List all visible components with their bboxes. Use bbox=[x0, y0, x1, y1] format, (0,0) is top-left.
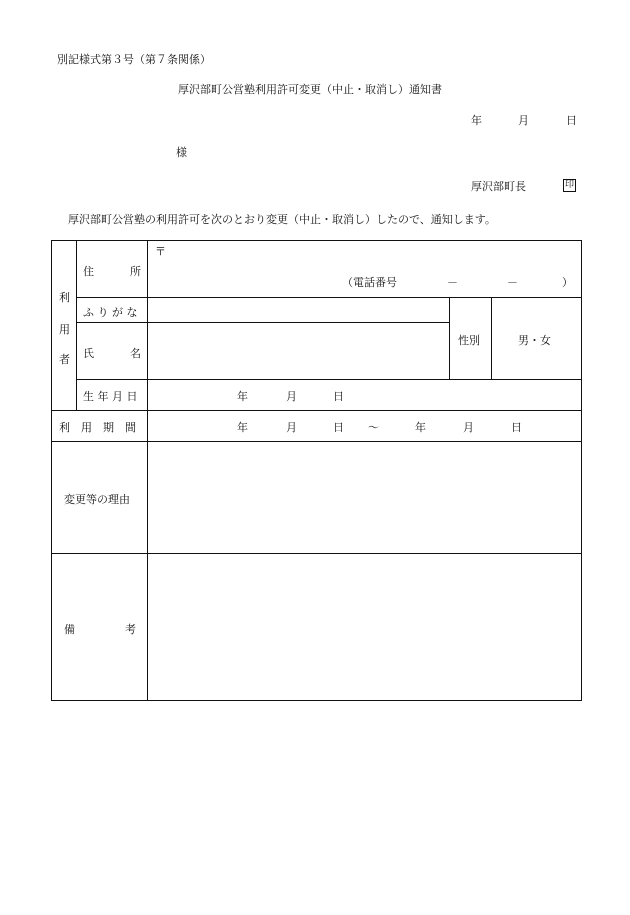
phone-close: ） bbox=[562, 276, 573, 289]
period-end-month: 月 bbox=[463, 421, 474, 434]
postal-mark: 〒 bbox=[155, 245, 166, 258]
birthdate-label: 生 年 月 日 bbox=[83, 390, 138, 403]
sender-title: 厚沢部町長 bbox=[471, 180, 526, 193]
gender-value: 男・女 bbox=[518, 334, 551, 347]
user-group-char-3: 者 bbox=[59, 353, 70, 366]
period-start-month: 月 bbox=[286, 421, 297, 434]
column-divider bbox=[76, 241, 77, 410]
user-group-char-1: 利 bbox=[59, 291, 70, 304]
period-start-day: 日 bbox=[333, 421, 344, 434]
date-month-label: 月 bbox=[518, 114, 529, 127]
column-divider bbox=[449, 297, 450, 379]
phone-dash-1: － bbox=[447, 276, 458, 289]
name-label-char-1: 氏 bbox=[83, 347, 94, 360]
document-title: 厚沢部町公営塾利用許可変更（中止・取消し）通知書 bbox=[178, 83, 442, 96]
row-divider bbox=[52, 553, 581, 554]
birth-day-label: 日 bbox=[333, 390, 344, 403]
seal-icon: 印 bbox=[564, 180, 574, 190]
form-number: 別記様式第３号（第７条関係） bbox=[57, 53, 211, 66]
column-divider bbox=[491, 297, 492, 379]
row-divider bbox=[52, 410, 581, 411]
seal-mark bbox=[563, 177, 576, 192]
row-divider bbox=[76, 322, 450, 323]
row-divider bbox=[76, 379, 581, 380]
row-divider bbox=[76, 297, 581, 298]
intro-text: 厚沢部町公営塾の利用許可を次のとおり変更（中止・取消し）したので、通知します。 bbox=[68, 213, 496, 226]
row-divider bbox=[52, 441, 581, 442]
change-reason-label: 変更等の理由 bbox=[64, 493, 130, 506]
period-start-year: 年 bbox=[237, 421, 248, 434]
column-divider bbox=[147, 241, 148, 700]
gender-label: 性別 bbox=[458, 334, 480, 347]
birth-year-label: 年 bbox=[237, 390, 248, 403]
phone-label: （電話番号 bbox=[342, 276, 397, 289]
address-label-char-1: 住 bbox=[83, 265, 94, 278]
remarks-label-char-2: 考 bbox=[125, 623, 136, 636]
birth-month-label: 月 bbox=[286, 390, 297, 403]
user-group-char-2: 用 bbox=[59, 323, 70, 336]
name-label-char-2: 名 bbox=[130, 347, 141, 360]
date-day-label: 日 bbox=[566, 114, 577, 127]
date-year-label: 年 bbox=[471, 114, 482, 127]
phone-dash-2: － bbox=[507, 276, 518, 289]
period-tilde: ～ bbox=[368, 421, 379, 434]
notification-form-table bbox=[51, 240, 582, 701]
period-end-day: 日 bbox=[511, 421, 522, 434]
furigana-label: ふ り が な bbox=[83, 306, 138, 319]
remarks-label-char-1: 備 bbox=[64, 623, 75, 636]
address-label-char-2: 所 bbox=[130, 265, 141, 278]
addressee-suffix: 様 bbox=[176, 146, 187, 159]
usage-period-label: 利 用 期 間 bbox=[59, 421, 136, 434]
period-end-year: 年 bbox=[415, 421, 426, 434]
